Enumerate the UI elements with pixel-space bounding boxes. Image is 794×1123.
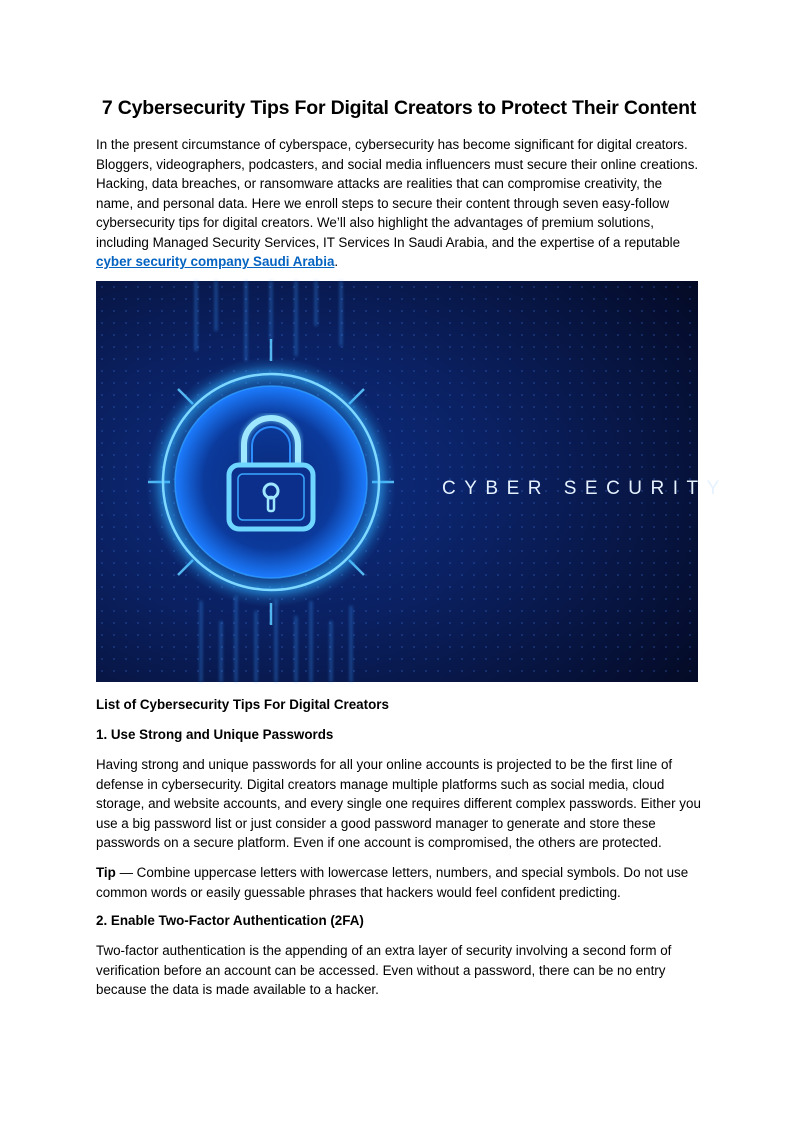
intro-end: . (334, 254, 339, 269)
cyber-security-hero-image (96, 281, 728, 682)
list-heading: List of Cybersecurity Tips For Digital Creators (96, 697, 389, 712)
tip-1-heading: 1. Use Strong and Unique Passwords (96, 727, 334, 742)
cyber-security-company-link[interactable]: cyber security company Saudi Arabia (96, 254, 335, 269)
tip-2-body: Two-factor authentication is the appending of an extra layer of security involving a second form of verification before an account can be accessed. Even without a password, there can be no entry because the data is made available to a hacker. (96, 943, 672, 997)
cyber-security-caption: CYBER SECURITY (442, 478, 728, 499)
page-title: 7 Cybersecurity Tips For Digital Creators to Protect Their Content (101, 97, 697, 119)
intro-text: In the present circumstance of cyberspace, cybersecurity has become significant for digital creators. Bloggers, videographers, podcasters, and social media influencers must secure their online creations. Hacking, data breaches, or ransomware attacks are realities that can compromise creativity, the name, and personal data. Here we enroll steps to secure their content through seven easy-follow cybersecurity tips for digital creators. We’ll also highlight the advantages of premium solutions, including Managed Security Services, IT Services In Saudi Arabia, and the expertise of a reputable (96, 137, 699, 250)
tip-2-heading: 2. Enable Two-Factor Authentication (2FA) (96, 913, 364, 928)
tip-1-note (96, 863, 702, 902)
intro-paragraph (96, 135, 702, 272)
tip-1-body: Having strong and unique passwords for all your online accounts is projected to be the first line of defense in cybersecurity. Digital creators manage multiple platforms such as social media, cloud storage, and website accounts, and every single one requires different complex passwords. Either you use a big password list or just consider a good password manager to generate and store these passwords on a secure platform. Even if one account is compromised, the others are protected. (96, 757, 701, 850)
tip-label: Tip (96, 865, 116, 880)
tip-text: — Combine uppercase letters with lowercase letters, numbers, and special symbols. Do not use common words or easily guessable phrases that hackers would feel confident predicting. (96, 865, 689, 900)
